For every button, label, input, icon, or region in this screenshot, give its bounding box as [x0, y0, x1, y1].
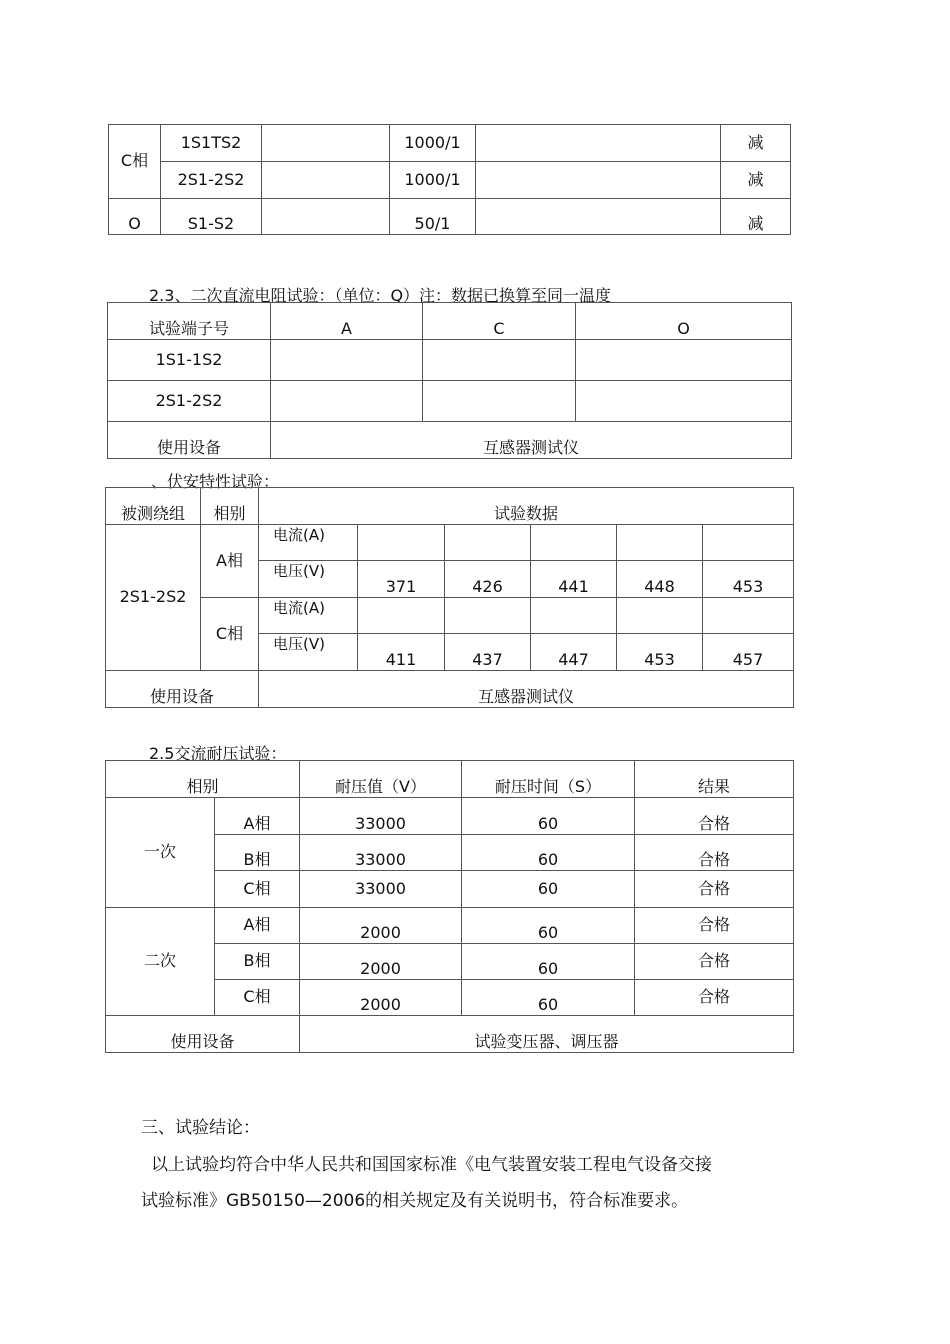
time-cell: 60: [462, 835, 635, 871]
dc-resistance-caption: 2.3、二次直流电阻试验：（单位：Q）注：数据已换算至同一温度: [149, 286, 612, 305]
empty-cell: [271, 340, 423, 381]
empty-cell: [423, 381, 576, 422]
header-cell: 相别: [201, 488, 259, 525]
header-cell: 结果: [635, 761, 794, 798]
header-cell: 相别: [106, 761, 300, 798]
equipment-value: 互感器测试仪: [259, 671, 794, 708]
time-cell: 60: [462, 871, 635, 908]
phase-cell: C相: [215, 980, 300, 1016]
empty-cell: [476, 162, 721, 199]
voltage-value: 411: [358, 634, 445, 671]
ac-withstand-caption: 2.5交流耐压试验：: [149, 744, 287, 763]
primary-label: 一次: [106, 798, 215, 908]
voltage-label: 电压(V): [259, 634, 358, 671]
voltage-label: 电压(V): [259, 561, 358, 598]
phase-o-cell: O: [109, 199, 161, 235]
ratio-cell: 1000/1: [390, 125, 476, 162]
empty-cell: [531, 525, 617, 561]
phase-c-cell: C相: [109, 125, 161, 199]
result-cell: 合格: [635, 908, 794, 944]
empty-cell: [476, 199, 721, 235]
secondary-label: 二次: [106, 908, 215, 1016]
header-cell: O: [576, 303, 792, 340]
header-cell: 耐压值（V）: [300, 761, 462, 798]
conclusion-line-2: 试验标准》GB50150—2006的相关规定及有关说明书，符合标准要求。: [141, 1191, 689, 1211]
terminal-cell: 1S1TS2: [161, 125, 262, 162]
header-cell: C: [423, 303, 576, 340]
result-cell: 合格: [635, 871, 794, 908]
voltage-value: 437: [445, 634, 531, 671]
voltage-value: 371: [358, 561, 445, 598]
terminal-cell: 2S1-2S2: [161, 162, 262, 199]
empty-cell: [617, 525, 703, 561]
phase-cell: C相: [201, 598, 259, 671]
terminal-cell: 2S1-2S2: [108, 381, 271, 422]
voltage-value: 441: [531, 561, 617, 598]
voltage-value: 448: [617, 561, 703, 598]
empty-cell: [445, 598, 531, 634]
result-cell: 合格: [635, 980, 794, 1016]
terminal-cell: 1S1-1S2: [108, 340, 271, 381]
phase-cell: B相: [215, 944, 300, 980]
conclusion-heading: 三、试验结论：: [141, 1118, 260, 1138]
empty-cell: [703, 598, 794, 634]
ac-withstand-table: [105, 760, 794, 1053]
empty-cell: [271, 381, 423, 422]
conclusion-line-1: 以上试验均符合中华人民共和国国家标准《电气装置安装工程电气设备交接: [151, 1155, 712, 1175]
empty-cell: [262, 199, 390, 235]
phase-cell: A相: [215, 908, 300, 944]
voltage-value: 453: [703, 561, 794, 598]
voltage-value: 447: [531, 634, 617, 671]
value-cell: 33000: [300, 798, 462, 835]
phase-cell: A相: [215, 798, 300, 835]
polarity-cell: 减: [721, 125, 791, 162]
empty-cell: [262, 125, 390, 162]
ratio-table: [108, 124, 791, 235]
phase-cell: C相: [215, 871, 300, 908]
empty-cell: [531, 598, 617, 634]
header-cell: 试验数据: [259, 488, 794, 525]
current-label: 电流(A): [259, 598, 358, 634]
polarity-cell: 减: [721, 162, 791, 199]
header-cell: 被测绕组: [106, 488, 201, 525]
empty-cell: [358, 598, 445, 634]
equipment-value: 互感器测试仪: [271, 422, 792, 459]
empty-cell: [576, 340, 792, 381]
phase-cell: A相: [201, 525, 259, 598]
header-cell: A: [271, 303, 423, 340]
value-cell: 2000: [300, 908, 462, 944]
empty-cell: [576, 381, 792, 422]
polarity-cell: 减: [721, 199, 791, 235]
equipment-label: 使用设备: [108, 422, 271, 459]
empty-cell: [423, 340, 576, 381]
equipment-label: 使用设备: [106, 1016, 300, 1053]
volt-ampere-caption: 、伏安特性试验：: [151, 472, 280, 491]
empty-cell: [476, 125, 721, 162]
phase-cell: B相: [215, 835, 300, 871]
dc-resistance-table: [107, 302, 792, 459]
empty-cell: [445, 525, 531, 561]
equipment-label: 使用设备: [106, 671, 259, 708]
empty-cell: [358, 525, 445, 561]
ratio-cell: 50/1: [390, 199, 476, 235]
ratio-cell: 1000/1: [390, 162, 476, 199]
voltage-value: 457: [703, 634, 794, 671]
empty-cell: [262, 162, 390, 199]
time-cell: 60: [462, 908, 635, 944]
time-cell: 60: [462, 980, 635, 1016]
volt-ampere-table: [105, 487, 794, 708]
empty-cell: [617, 598, 703, 634]
result-cell: 合格: [635, 944, 794, 980]
voltage-value: 453: [617, 634, 703, 671]
result-cell: 合格: [635, 835, 794, 871]
equipment-value: 试验变压器、调压器: [300, 1016, 794, 1053]
value-cell: 2000: [300, 980, 462, 1016]
value-cell: 2000: [300, 944, 462, 980]
header-cell: 耐压时间（S）: [462, 761, 635, 798]
voltage-value: 426: [445, 561, 531, 598]
terminal-cell: S1-S2: [161, 199, 262, 235]
result-cell: 合格: [635, 798, 794, 835]
time-cell: 60: [462, 798, 635, 835]
header-cell: 试验端子号: [108, 303, 271, 340]
empty-cell: [703, 525, 794, 561]
winding-cell: 2S1-2S2: [106, 525, 201, 671]
value-cell: 33000: [300, 835, 462, 871]
value-cell: 33000: [300, 871, 462, 908]
current-label: 电流(A): [259, 525, 358, 561]
time-cell: 60: [462, 944, 635, 980]
